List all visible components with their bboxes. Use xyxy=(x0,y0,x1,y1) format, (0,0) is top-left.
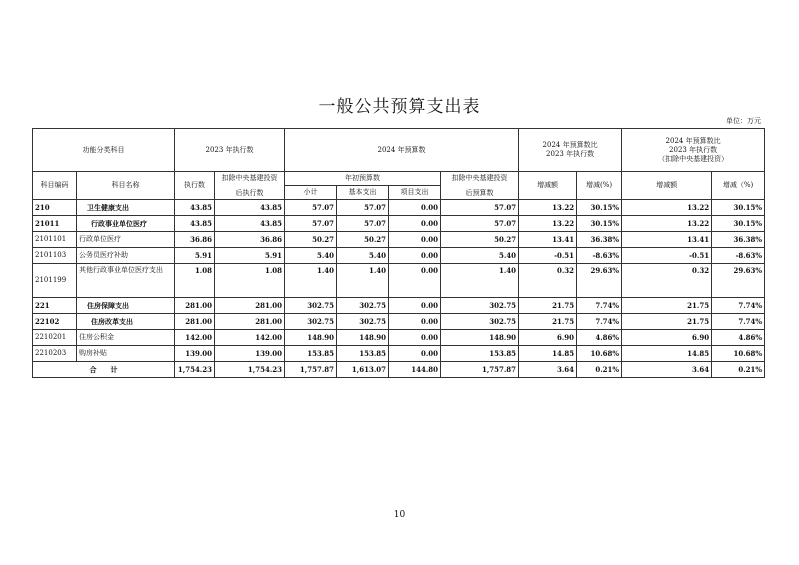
row-pct: 30.15% xyxy=(577,200,622,216)
row-exec: 139.00 xyxy=(175,346,215,362)
row-name: 行政单位医疗 xyxy=(77,232,175,248)
row-pct: 30.15% xyxy=(577,216,622,232)
row-exec: 43.85 xyxy=(175,200,215,216)
page-title: 一般公共预算支出表 xyxy=(318,97,481,117)
row-inc: 14.85 xyxy=(519,346,577,362)
row-pct2: 4.86% xyxy=(712,330,765,346)
cmp-excl-line2: 2023 年执行数 xyxy=(669,145,718,154)
row-excl-budget: 148.90 xyxy=(441,330,519,346)
row-name: 其他行政事业单位医疗支出 xyxy=(77,264,175,298)
row-excl: 36.86 xyxy=(215,232,285,248)
row-pct: 10.68% xyxy=(577,346,622,362)
row-inc: 21.75 xyxy=(519,314,577,330)
row-code: 2210201 xyxy=(33,330,77,346)
row-pct2: 29.63% xyxy=(712,264,765,298)
row-name: 公务员医疗补助 xyxy=(77,248,175,264)
row-basic: 1.40 xyxy=(337,264,389,298)
row-code: 221 xyxy=(33,298,77,314)
row-pct: 4.86% xyxy=(577,330,622,346)
excl-budget-line1: 扣除中央基建投资 xyxy=(451,173,508,182)
row-pct: -8.63% xyxy=(577,248,622,264)
row-excl-budget: 57.07 xyxy=(441,200,519,216)
row-exec: 281.00 xyxy=(175,298,215,314)
row-name: 购房补贴 xyxy=(77,346,175,362)
inc-amt2-header: 增减额 xyxy=(622,172,712,200)
row-basic: 302.75 xyxy=(337,314,389,330)
table-row xyxy=(33,346,765,362)
row-code: 2101103 xyxy=(33,248,77,264)
row-code: 2101199 xyxy=(33,264,77,298)
cmp-exec-header xyxy=(519,129,622,172)
exec-2023-header: 2023 年执行数 xyxy=(175,129,285,172)
code-header: 科目编码 xyxy=(33,172,77,200)
row-excl-budget: 1.40 xyxy=(441,264,519,298)
row-excl: 281.00 xyxy=(215,298,285,314)
row-inc: -0.51 xyxy=(519,248,577,264)
row-code: 22102 xyxy=(33,314,77,330)
basic-header: 基本支出 xyxy=(337,186,389,200)
row-excl-budget: 302.75 xyxy=(441,298,519,314)
row-inc2: 21.75 xyxy=(622,298,712,314)
row-pct2: 7.74% xyxy=(712,298,765,314)
row-basic: 5.40 xyxy=(337,248,389,264)
cmp-exec-line2: 2023 年执行数 xyxy=(546,150,595,158)
row-excl-budget: 153.85 xyxy=(441,346,519,362)
exec-header: 执行数 xyxy=(175,172,215,200)
unit-label: 单位：万元 xyxy=(726,117,761,125)
row-project: 0.00 xyxy=(389,298,441,314)
row-subtotal: 153.85 xyxy=(285,346,337,362)
row-pct2: 10.68% xyxy=(712,346,765,362)
row-excl-budget: 57.07 xyxy=(441,216,519,232)
row-code: 210 xyxy=(33,200,77,216)
excl-header xyxy=(215,172,285,200)
row-name: 行政事业单位医疗 xyxy=(77,216,175,232)
row-project: 0.00 xyxy=(389,200,441,216)
table-row xyxy=(33,264,765,298)
header-row-1 xyxy=(33,129,765,172)
row-subtotal: 57.07 xyxy=(285,200,337,216)
row-exec: 43.85 xyxy=(175,216,215,232)
cmp-excl-line1: 2024 年预算数比 xyxy=(665,136,721,145)
total-inc2: 3.64 xyxy=(622,362,712,378)
project-header: 项目支出 xyxy=(389,186,441,200)
row-inc: 13.41 xyxy=(519,232,577,248)
inc-pct2-header: 增减（%) xyxy=(712,172,765,200)
total-exec: 1,754.23 xyxy=(175,362,215,378)
row-basic: 57.07 xyxy=(337,200,389,216)
row-name: 住房公积金 xyxy=(77,330,175,346)
row-inc: 13.22 xyxy=(519,200,577,216)
row-excl: 5.91 xyxy=(215,248,285,264)
row-project: 0.00 xyxy=(389,346,441,362)
name-header: 科目名称 xyxy=(77,172,175,200)
budget-table xyxy=(32,128,765,378)
excl-budget-line2: 后预算数 xyxy=(465,188,494,197)
total-label: 合 计 xyxy=(33,362,175,378)
row-inc2: 6.90 xyxy=(622,330,712,346)
row-project: 0.00 xyxy=(389,314,441,330)
total-excl-budget: 1,757.87 xyxy=(441,362,519,378)
cmp-excl-header xyxy=(622,129,765,172)
row-inc: 0.32 xyxy=(519,264,577,298)
row-subtotal: 50.27 xyxy=(285,232,337,248)
excl-line2: 后执行数 xyxy=(235,188,264,197)
inc-pct-header: 增减(%) xyxy=(577,172,622,200)
row-excl: 142.00 xyxy=(215,330,285,346)
row-exec: 281.00 xyxy=(175,314,215,330)
row-exec: 36.86 xyxy=(175,232,215,248)
row-project: 0.00 xyxy=(389,248,441,264)
row-pct2: 7.74% xyxy=(712,314,765,330)
annual-header: 年初预算数 xyxy=(285,172,441,186)
row-inc: 6.90 xyxy=(519,330,577,346)
total-inc: 3.64 xyxy=(519,362,577,378)
row-exec: 5.91 xyxy=(175,248,215,264)
total-excl: 1,754.23 xyxy=(215,362,285,378)
table-row xyxy=(33,248,765,264)
excl-line1: 扣除中央基建投资 xyxy=(221,173,278,182)
row-project: 0.00 xyxy=(389,216,441,232)
row-name: 住房改革支出 xyxy=(77,314,175,330)
row-inc: 21.75 xyxy=(519,298,577,314)
header-row-2 xyxy=(33,172,765,186)
row-inc2: 21.75 xyxy=(622,314,712,330)
row-exec: 1.08 xyxy=(175,264,215,298)
row-project: 0.00 xyxy=(389,330,441,346)
row-pct2: 36.38% xyxy=(712,232,765,248)
total-subtotal: 1,757.87 xyxy=(285,362,337,378)
cmp-exec-line1: 2024 年预算数比 xyxy=(542,141,598,149)
row-inc2: -0.51 xyxy=(622,248,712,264)
table-row xyxy=(33,232,765,248)
row-name: 卫生健康支出 xyxy=(77,200,175,216)
row-subtotal: 148.90 xyxy=(285,330,337,346)
row-name: 住房保障支出 xyxy=(77,298,175,314)
row-code: 2101101 xyxy=(33,232,77,248)
row-project: 0.00 xyxy=(389,264,441,298)
table-row xyxy=(33,216,765,232)
row-pct2: -8.63% xyxy=(712,248,765,264)
total-pct2: 0.21% xyxy=(712,362,765,378)
subtotal-header: 小计 xyxy=(285,186,337,200)
row-basic: 148.90 xyxy=(337,330,389,346)
table-row xyxy=(33,314,765,330)
row-pct: 7.74% xyxy=(577,298,622,314)
row-code: 2210203 xyxy=(33,346,77,362)
row-inc2: 13.41 xyxy=(622,232,712,248)
row-inc2: 0.32 xyxy=(622,264,712,298)
row-excl-budget: 5.40 xyxy=(441,248,519,264)
total-basic: 1,613.07 xyxy=(337,362,389,378)
row-subtotal: 5.40 xyxy=(285,248,337,264)
row-subtotal: 302.75 xyxy=(285,314,337,330)
total-pct: 0.21% xyxy=(577,362,622,378)
row-subtotal: 57.07 xyxy=(285,216,337,232)
budget-2024-header: 2024 年预算数 xyxy=(285,129,519,172)
page-number: 10 xyxy=(393,510,406,520)
row-inc: 13.22 xyxy=(519,216,577,232)
row-basic: 57.07 xyxy=(337,216,389,232)
table-row xyxy=(33,298,765,314)
row-code: 21011 xyxy=(33,216,77,232)
inc-amt-header: 增减额 xyxy=(519,172,577,200)
row-pct: 36.38% xyxy=(577,232,622,248)
row-excl: 139.00 xyxy=(215,346,285,362)
excl-budget-header xyxy=(441,172,519,200)
row-excl: 43.85 xyxy=(215,200,285,216)
total-project: 144.80 xyxy=(389,362,441,378)
row-excl: 1.08 xyxy=(215,264,285,298)
table-row xyxy=(33,330,765,346)
row-pct: 7.74% xyxy=(577,314,622,330)
row-exec: 142.00 xyxy=(175,330,215,346)
row-basic: 302.75 xyxy=(337,298,389,314)
row-pct2: 30.15% xyxy=(712,200,765,216)
row-pct2: 30.15% xyxy=(712,216,765,232)
row-basic: 153.85 xyxy=(337,346,389,362)
row-excl: 43.85 xyxy=(215,216,285,232)
row-subtotal: 302.75 xyxy=(285,298,337,314)
row-subtotal: 1.40 xyxy=(285,264,337,298)
row-inc2: 13.22 xyxy=(622,216,712,232)
table-row xyxy=(33,200,765,216)
row-excl: 281.00 xyxy=(215,314,285,330)
row-inc2: 14.85 xyxy=(622,346,712,362)
row-inc2: 13.22 xyxy=(622,200,712,216)
cmp-excl-line3: （扣除中央基建投资） xyxy=(658,154,729,163)
row-excl-budget: 50.27 xyxy=(441,232,519,248)
total-row xyxy=(33,362,765,378)
row-pct: 29.63% xyxy=(577,264,622,298)
row-project: 0.00 xyxy=(389,232,441,248)
row-excl-budget: 302.75 xyxy=(441,314,519,330)
func-class-header: 功能分类科目 xyxy=(33,129,175,172)
row-basic: 50.27 xyxy=(337,232,389,248)
